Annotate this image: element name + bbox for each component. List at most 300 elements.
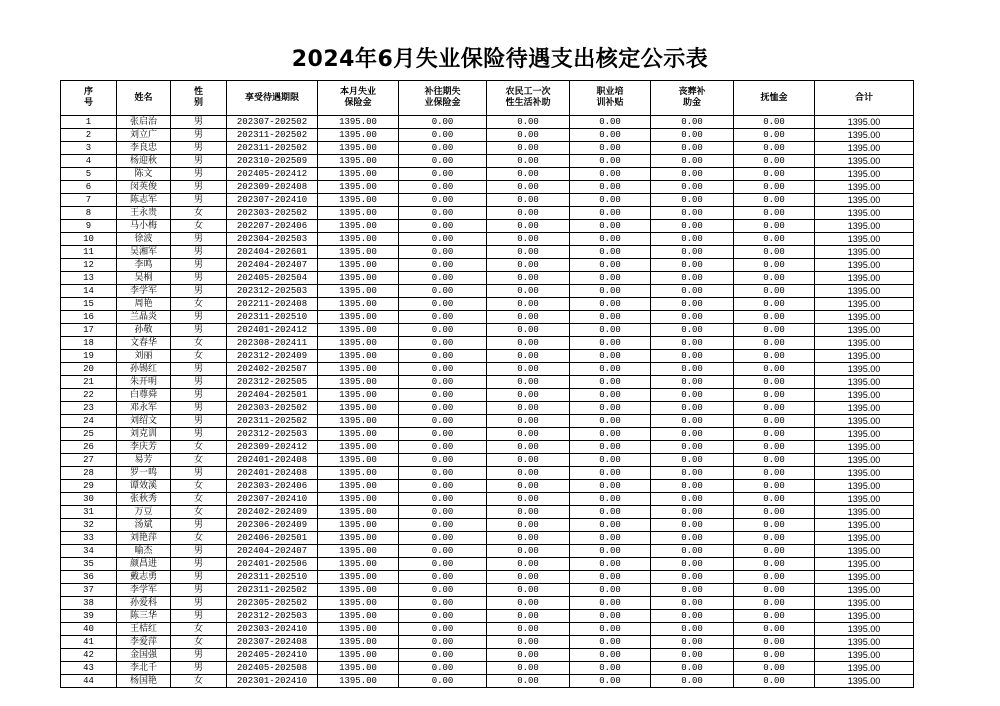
cell-migrant: 0.00 <box>487 571 570 584</box>
table-row <box>61 337 914 350</box>
cell-training: 0.00 <box>570 558 651 571</box>
cell-period: 202309-202408 <box>227 181 318 194</box>
cell-benefit: 1395.00 <box>318 337 399 350</box>
cell-gender: 女 <box>171 480 227 493</box>
cell-name: 罗一鸣 <box>117 467 171 480</box>
cell-total: 1395.00 <box>815 311 914 324</box>
cell-total: 1395.00 <box>815 649 914 662</box>
cell-period: 202404-202407 <box>227 259 318 272</box>
cell-pension: 0.00 <box>734 649 815 662</box>
cell-gender: 女 <box>171 454 227 467</box>
cell-seq: 31 <box>61 506 117 519</box>
cell-gender: 男 <box>171 558 227 571</box>
cell-name: 陈志军 <box>117 194 171 207</box>
cell-pension: 0.00 <box>734 337 815 350</box>
cell-total: 1395.00 <box>815 662 914 675</box>
cell-benefit: 1395.00 <box>318 454 399 467</box>
cell-period: 202406-202501 <box>227 532 318 545</box>
cell-benefit: 1395.00 <box>318 532 399 545</box>
cell-total: 1395.00 <box>815 194 914 207</box>
cell-benefit: 1395.00 <box>318 246 399 259</box>
cell-seq: 25 <box>61 428 117 441</box>
cell-seq: 18 <box>61 337 117 350</box>
cell-migrant: 0.00 <box>487 116 570 129</box>
cell-training: 0.00 <box>570 402 651 415</box>
cell-pension: 0.00 <box>734 246 815 259</box>
cell-funeral: 0.00 <box>651 519 734 532</box>
cell-training: 0.00 <box>570 376 651 389</box>
cell-total: 1395.00 <box>815 545 914 558</box>
cell-period: 202311-202502 <box>227 129 318 142</box>
cell-seq: 20 <box>61 363 117 376</box>
cell-period: 202311-202510 <box>227 311 318 324</box>
cell-migrant: 0.00 <box>487 220 570 233</box>
cell-training: 0.00 <box>570 207 651 220</box>
cell-pension: 0.00 <box>734 428 815 441</box>
cell-seq: 6 <box>61 181 117 194</box>
cell-training: 0.00 <box>570 168 651 181</box>
cell-gender: 男 <box>171 233 227 246</box>
cell-migrant: 0.00 <box>487 675 570 688</box>
cell-supplement: 0.00 <box>399 155 487 168</box>
cell-period: 202309-202412 <box>227 441 318 454</box>
cell-supplement: 0.00 <box>399 545 487 558</box>
cell-benefit: 1395.00 <box>318 142 399 155</box>
cell-gender: 男 <box>171 129 227 142</box>
cell-gender: 女 <box>171 506 227 519</box>
cell-seq: 11 <box>61 246 117 259</box>
cell-gender: 男 <box>171 142 227 155</box>
cell-seq: 28 <box>61 467 117 480</box>
cell-training: 0.00 <box>570 155 651 168</box>
cell-benefit: 1395.00 <box>318 155 399 168</box>
table-row <box>61 649 914 662</box>
cell-gender: 男 <box>171 597 227 610</box>
cell-name: 刘绍文 <box>117 415 171 428</box>
col-header-training <box>570 81 651 116</box>
cell-pension: 0.00 <box>734 623 815 636</box>
cell-pension: 0.00 <box>734 168 815 181</box>
cell-gender: 女 <box>171 493 227 506</box>
cell-pension: 0.00 <box>734 571 815 584</box>
cell-supplement: 0.00 <box>399 415 487 428</box>
cell-training: 0.00 <box>570 181 651 194</box>
cell-total: 1395.00 <box>815 246 914 259</box>
cell-gender: 男 <box>171 662 227 675</box>
cell-funeral: 0.00 <box>651 285 734 298</box>
table-row <box>61 181 914 194</box>
cell-funeral: 0.00 <box>651 311 734 324</box>
cell-pension: 0.00 <box>734 363 815 376</box>
cell-training: 0.00 <box>570 311 651 324</box>
cell-supplement: 0.00 <box>399 285 487 298</box>
cell-name: 徐波 <box>117 233 171 246</box>
cell-supplement: 0.00 <box>399 181 487 194</box>
cell-gender: 女 <box>171 675 227 688</box>
cell-period: 202311-202502 <box>227 584 318 597</box>
col-header-seq-label: 序 号 <box>83 87 93 108</box>
cell-gender: 女 <box>171 337 227 350</box>
cell-training: 0.00 <box>570 259 651 272</box>
table-row <box>61 311 914 324</box>
cell-period: 202401-202408 <box>227 454 318 467</box>
cell-supplement: 0.00 <box>399 311 487 324</box>
cell-period: 202303-202502 <box>227 207 318 220</box>
cell-gender: 男 <box>171 376 227 389</box>
cell-total: 1395.00 <box>815 402 914 415</box>
cell-funeral: 0.00 <box>651 129 734 142</box>
col-header-funeral <box>651 81 734 116</box>
cell-name: 朱开明 <box>117 376 171 389</box>
cell-seq: 43 <box>61 662 117 675</box>
cell-period: 202312-202505 <box>227 376 318 389</box>
cell-seq: 26 <box>61 441 117 454</box>
cell-total: 1395.00 <box>815 623 914 636</box>
cell-total: 1395.00 <box>815 337 914 350</box>
cell-supplement: 0.00 <box>399 584 487 597</box>
cell-funeral: 0.00 <box>651 350 734 363</box>
table-row <box>61 636 914 649</box>
cell-benefit: 1395.00 <box>318 194 399 207</box>
cell-total: 1395.00 <box>815 675 914 688</box>
cell-benefit: 1395.00 <box>318 298 399 311</box>
cell-benefit: 1395.00 <box>318 623 399 636</box>
cell-gender: 女 <box>171 207 227 220</box>
col-header-gender <box>171 81 227 116</box>
cell-gender: 男 <box>171 311 227 324</box>
cell-funeral: 0.00 <box>651 155 734 168</box>
cell-name: 邓永军 <box>117 402 171 415</box>
cell-period: 202311-202510 <box>227 571 318 584</box>
cell-seq: 10 <box>61 233 117 246</box>
table-row <box>61 194 914 207</box>
cell-migrant: 0.00 <box>487 207 570 220</box>
cell-funeral: 0.00 <box>651 259 734 272</box>
cell-total: 1395.00 <box>815 558 914 571</box>
cell-pension: 0.00 <box>734 285 815 298</box>
cell-seq: 15 <box>61 298 117 311</box>
cell-migrant: 0.00 <box>487 324 570 337</box>
cell-total: 1395.00 <box>815 168 914 181</box>
cell-training: 0.00 <box>570 454 651 467</box>
table-row <box>61 532 914 545</box>
cell-seq: 19 <box>61 350 117 363</box>
cell-total: 1395.00 <box>815 441 914 454</box>
cell-pension: 0.00 <box>734 610 815 623</box>
cell-gender: 女 <box>171 350 227 363</box>
cell-funeral: 0.00 <box>651 337 734 350</box>
cell-period: 202307-202502 <box>227 116 318 129</box>
cell-period: 202404-202501 <box>227 389 318 402</box>
cell-benefit: 1395.00 <box>318 116 399 129</box>
cell-seq: 34 <box>61 545 117 558</box>
cell-name: 陈三华 <box>117 610 171 623</box>
cell-migrant: 0.00 <box>487 129 570 142</box>
cell-benefit: 1395.00 <box>318 168 399 181</box>
table-row <box>61 480 914 493</box>
cell-total: 1395.00 <box>815 610 914 623</box>
cell-migrant: 0.00 <box>487 493 570 506</box>
cell-supplement: 0.00 <box>399 428 487 441</box>
cell-supplement: 0.00 <box>399 636 487 649</box>
col-header-total-label: 合计 <box>854 92 873 103</box>
table-body <box>61 116 914 688</box>
cell-funeral: 0.00 <box>651 389 734 402</box>
cell-period: 202405-202504 <box>227 272 318 285</box>
cell-period: 202304-202503 <box>227 233 318 246</box>
cell-pension: 0.00 <box>734 259 815 272</box>
cell-name: 颜昌进 <box>117 558 171 571</box>
cell-name: 杨国艳 <box>117 675 171 688</box>
col-header-supplement <box>399 81 487 116</box>
cell-name: 李学军 <box>117 584 171 597</box>
cell-seq: 41 <box>61 636 117 649</box>
cell-name: 张启治 <box>117 116 171 129</box>
col-header-supplement-label: 补往期失 业保险金 <box>424 87 461 108</box>
cell-pension: 0.00 <box>734 194 815 207</box>
cell-migrant: 0.00 <box>487 506 570 519</box>
cell-supplement: 0.00 <box>399 610 487 623</box>
cell-pension: 0.00 <box>734 532 815 545</box>
cell-supplement: 0.00 <box>399 363 487 376</box>
cell-seq: 1 <box>61 116 117 129</box>
cell-funeral: 0.00 <box>651 441 734 454</box>
cell-gender: 男 <box>171 285 227 298</box>
cell-seq: 3 <box>61 142 117 155</box>
cell-period: 202312-202503 <box>227 610 318 623</box>
table-row <box>61 207 914 220</box>
cell-supplement: 0.00 <box>399 324 487 337</box>
table-row <box>61 415 914 428</box>
cell-total: 1395.00 <box>815 220 914 233</box>
cell-funeral: 0.00 <box>651 246 734 259</box>
cell-benefit: 1395.00 <box>318 636 399 649</box>
cell-training: 0.00 <box>570 493 651 506</box>
cell-benefit: 1395.00 <box>318 285 399 298</box>
cell-training: 0.00 <box>570 350 651 363</box>
cell-period: 202301-202410 <box>227 675 318 688</box>
table-row <box>61 220 914 233</box>
cell-benefit: 1395.00 <box>318 519 399 532</box>
cell-funeral: 0.00 <box>651 428 734 441</box>
cell-seq: 30 <box>61 493 117 506</box>
cell-supplement: 0.00 <box>399 506 487 519</box>
cell-name: 李学军 <box>117 285 171 298</box>
cell-name: 兰晶炎 <box>117 311 171 324</box>
cell-total: 1395.00 <box>815 298 914 311</box>
cell-period: 202207-202406 <box>227 220 318 233</box>
benefit-table <box>60 80 914 688</box>
cell-period: 202303-202502 <box>227 402 318 415</box>
cell-supplement: 0.00 <box>399 480 487 493</box>
cell-gender: 男 <box>171 194 227 207</box>
cell-period: 202405-202412 <box>227 168 318 181</box>
cell-seq: 38 <box>61 597 117 610</box>
cell-funeral: 0.00 <box>651 116 734 129</box>
cell-training: 0.00 <box>570 285 651 298</box>
cell-pension: 0.00 <box>734 493 815 506</box>
cell-name: 孙敬 <box>117 324 171 337</box>
cell-seq: 9 <box>61 220 117 233</box>
cell-training: 0.00 <box>570 480 651 493</box>
cell-name: 刘克训 <box>117 428 171 441</box>
cell-period: 202312-202409 <box>227 350 318 363</box>
table-row <box>61 623 914 636</box>
cell-benefit: 1395.00 <box>318 272 399 285</box>
cell-funeral: 0.00 <box>651 168 734 181</box>
cell-migrant: 0.00 <box>487 649 570 662</box>
cell-period: 202307-202410 <box>227 194 318 207</box>
cell-name: 李北千 <box>117 662 171 675</box>
cell-funeral: 0.00 <box>651 467 734 480</box>
cell-pension: 0.00 <box>734 441 815 454</box>
cell-funeral: 0.00 <box>651 675 734 688</box>
cell-period: 202312-202503 <box>227 428 318 441</box>
cell-funeral: 0.00 <box>651 194 734 207</box>
cell-total: 1395.00 <box>815 636 914 649</box>
cell-period: 202305-202502 <box>227 597 318 610</box>
cell-benefit: 1395.00 <box>318 415 399 428</box>
cell-funeral: 0.00 <box>651 415 734 428</box>
cell-name: 杨迎秋 <box>117 155 171 168</box>
cell-period: 202311-202502 <box>227 142 318 155</box>
cell-benefit: 1395.00 <box>318 493 399 506</box>
cell-funeral: 0.00 <box>651 233 734 246</box>
table-row <box>61 259 914 272</box>
cell-training: 0.00 <box>570 649 651 662</box>
cell-supplement: 0.00 <box>399 441 487 454</box>
cell-migrant: 0.00 <box>487 467 570 480</box>
cell-benefit: 1395.00 <box>318 584 399 597</box>
cell-training: 0.00 <box>570 441 651 454</box>
cell-gender: 女 <box>171 636 227 649</box>
cell-benefit: 1395.00 <box>318 506 399 519</box>
cell-migrant: 0.00 <box>487 233 570 246</box>
cell-training: 0.00 <box>570 675 651 688</box>
cell-funeral: 0.00 <box>651 363 734 376</box>
cell-migrant: 0.00 <box>487 662 570 675</box>
col-header-benefit <box>318 81 399 116</box>
cell-total: 1395.00 <box>815 233 914 246</box>
cell-supplement: 0.00 <box>399 337 487 350</box>
cell-funeral: 0.00 <box>651 532 734 545</box>
table-row <box>61 545 914 558</box>
cell-benefit: 1395.00 <box>318 571 399 584</box>
cell-pension: 0.00 <box>734 402 815 415</box>
cell-pension: 0.00 <box>734 480 815 493</box>
table-row <box>61 324 914 337</box>
cell-name: 孙爱科 <box>117 597 171 610</box>
cell-total: 1395.00 <box>815 584 914 597</box>
cell-total: 1395.00 <box>815 519 914 532</box>
table-row <box>61 584 914 597</box>
cell-total: 1395.00 <box>815 454 914 467</box>
cell-name: 戴志勇 <box>117 571 171 584</box>
table-row <box>61 493 914 506</box>
cell-migrant: 0.00 <box>487 558 570 571</box>
cell-period: 202211-202408 <box>227 298 318 311</box>
cell-seq: 24 <box>61 415 117 428</box>
cell-migrant: 0.00 <box>487 597 570 610</box>
cell-gender: 男 <box>171 363 227 376</box>
table-row <box>61 233 914 246</box>
col-header-pension-label: 抚恤金 <box>760 92 788 103</box>
cell-benefit: 1395.00 <box>318 259 399 272</box>
cell-name: 刘艳萍 <box>117 532 171 545</box>
col-header-benefit-label: 本月失业 保险金 <box>339 87 376 108</box>
cell-name: 刘立广 <box>117 129 171 142</box>
cell-name: 王桔红 <box>117 623 171 636</box>
cell-training: 0.00 <box>570 584 651 597</box>
cell-migrant: 0.00 <box>487 402 570 415</box>
cell-seq: 22 <box>61 389 117 402</box>
cell-seq: 29 <box>61 480 117 493</box>
table-row <box>61 376 914 389</box>
cell-gender: 男 <box>171 402 227 415</box>
cell-pension: 0.00 <box>734 415 815 428</box>
cell-pension: 0.00 <box>734 558 815 571</box>
col-header-gender-label: 性 别 <box>193 87 203 108</box>
cell-gender: 男 <box>171 272 227 285</box>
cell-total: 1395.00 <box>815 532 914 545</box>
cell-training: 0.00 <box>570 662 651 675</box>
col-header-name <box>117 81 171 116</box>
cell-period: 202402-202409 <box>227 506 318 519</box>
cell-funeral: 0.00 <box>651 584 734 597</box>
table-row <box>61 129 914 142</box>
cell-period: 202401-202412 <box>227 324 318 337</box>
cell-total: 1395.00 <box>815 324 914 337</box>
cell-seq: 33 <box>61 532 117 545</box>
cell-benefit: 1395.00 <box>318 675 399 688</box>
cell-migrant: 0.00 <box>487 376 570 389</box>
cell-training: 0.00 <box>570 415 651 428</box>
cell-migrant: 0.00 <box>487 623 570 636</box>
cell-benefit: 1395.00 <box>318 181 399 194</box>
cell-benefit: 1395.00 <box>318 324 399 337</box>
cell-period: 202306-202409 <box>227 519 318 532</box>
cell-pension: 0.00 <box>734 272 815 285</box>
table-row <box>61 558 914 571</box>
cell-benefit: 1395.00 <box>318 428 399 441</box>
cell-funeral: 0.00 <box>651 545 734 558</box>
cell-supplement: 0.00 <box>399 675 487 688</box>
cell-funeral: 0.00 <box>651 376 734 389</box>
table-row <box>61 246 914 259</box>
cell-migrant: 0.00 <box>487 389 570 402</box>
cell-period: 202307-202408 <box>227 636 318 649</box>
cell-pension: 0.00 <box>734 324 815 337</box>
cell-funeral: 0.00 <box>651 324 734 337</box>
cell-training: 0.00 <box>570 610 651 623</box>
cell-training: 0.00 <box>570 233 651 246</box>
table-row <box>61 298 914 311</box>
cell-funeral: 0.00 <box>651 493 734 506</box>
cell-migrant: 0.00 <box>487 168 570 181</box>
cell-training: 0.00 <box>570 272 651 285</box>
table-row <box>61 142 914 155</box>
cell-name: 吴湘军 <box>117 246 171 259</box>
cell-benefit: 1395.00 <box>318 402 399 415</box>
page-title: 2024年6月失业保险待遇支出核定公示表 <box>291 47 709 72</box>
cell-total: 1395.00 <box>815 272 914 285</box>
table-row <box>61 454 914 467</box>
cell-total: 1395.00 <box>815 467 914 480</box>
col-header-period-label: 享受待遇期限 <box>244 92 299 103</box>
cell-name: 谭效溪 <box>117 480 171 493</box>
cell-funeral: 0.00 <box>651 610 734 623</box>
cell-training: 0.00 <box>570 194 651 207</box>
